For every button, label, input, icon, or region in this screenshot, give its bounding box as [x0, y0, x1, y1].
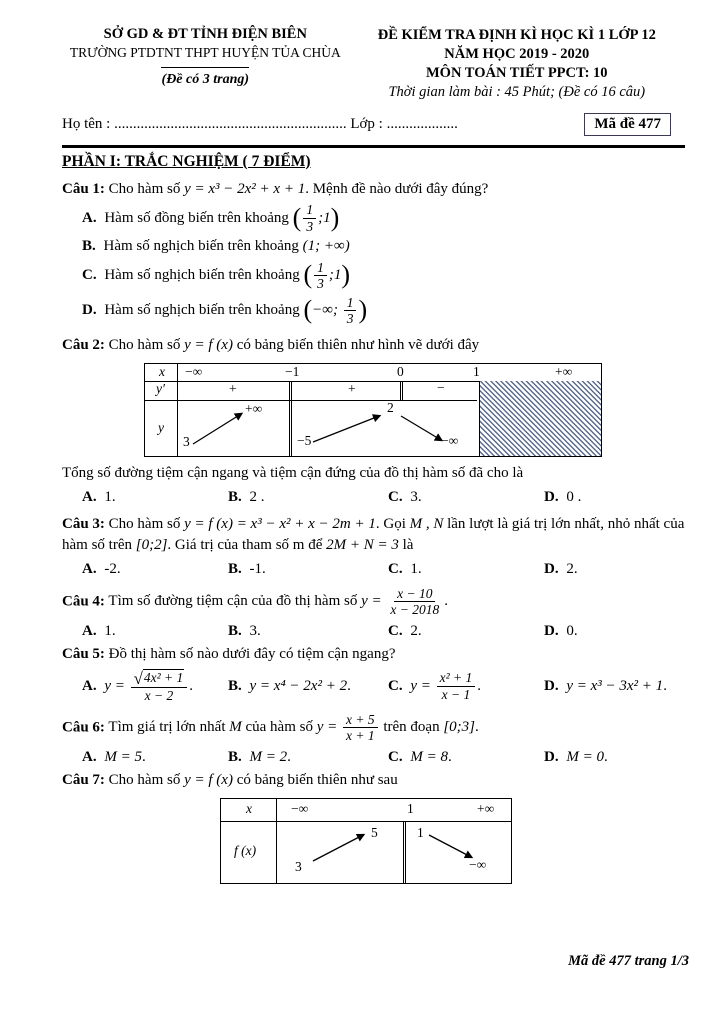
option-text: 3. — [410, 489, 422, 506]
question-2-label: Câu 2: — [62, 336, 105, 353]
x-value: −∞ — [291, 801, 309, 817]
option-text: y = x⁴ − 2x² + 2. — [249, 677, 351, 694]
option-letter: B. — [82, 238, 96, 255]
option-text: 1. — [104, 489, 116, 506]
question-1 — [62, 179, 685, 327]
table-border-line — [177, 364, 178, 456]
option-C — [388, 561, 544, 578]
x-value: 1 — [473, 364, 480, 380]
section-title: PHẦN I: TRẮC NGHIỆM ( 7 ĐIỂM) — [62, 152, 311, 170]
double-bar — [289, 381, 292, 456]
option-C — [388, 623, 544, 640]
arrow-up-icon — [191, 408, 247, 450]
question-1-options — [62, 202, 685, 327]
row-label-x: x — [159, 364, 165, 380]
question-3 — [62, 514, 685, 577]
option-text: Hàm số nghịch biến trên khoảng ( $\frac{1}{3}$ ;1) — [104, 259, 351, 292]
option-letter: C. — [82, 267, 97, 284]
option-text: 3. — [249, 622, 261, 639]
option-text: 1. — [104, 622, 116, 639]
option-B — [228, 623, 388, 640]
question-3-stem — [62, 514, 685, 555]
option-letter: A. — [82, 748, 97, 765]
option-A — [82, 669, 228, 703]
question-6-stem — [62, 712, 685, 744]
option-letter: D. — [544, 560, 559, 577]
pages-note: (Đề có 3 trang) — [161, 72, 250, 87]
option-text: 2 . — [249, 489, 265, 506]
sign-value: − — [437, 380, 445, 396]
option-letter: B. — [228, 622, 242, 639]
option-letter: B. — [228, 748, 242, 765]
question-6-text: Tìm giá trị lớn nhất M của hàm số y = $\frac{x + 5}{x + 1}$ trên đoạn [0;3]. — [108, 711, 479, 744]
arrow-up-icon — [311, 410, 385, 448]
option-A — [82, 561, 228, 578]
question-6-options — [82, 749, 685, 766]
option-letter: D. — [544, 748, 559, 765]
double-bar — [400, 381, 403, 400]
question-6 — [62, 712, 685, 766]
option-letter: C. — [388, 622, 403, 639]
option-C — [82, 260, 685, 292]
option-letter: A. — [82, 209, 97, 226]
option-A — [82, 202, 685, 234]
option-text: M = 0. — [566, 748, 608, 765]
header-rule — [62, 145, 685, 148]
option-letter: B. — [228, 560, 242, 577]
table-border-line — [221, 821, 511, 822]
subject-line: MÔN TOÁN TIẾT PPCT: 10 — [426, 65, 608, 82]
x-value: +∞ — [555, 364, 573, 380]
f-value: −∞ — [469, 857, 487, 873]
question-6-label: Câu 6: — [62, 719, 105, 736]
sign-value: + — [348, 381, 356, 397]
row-label-x: x — [246, 801, 252, 817]
option-D — [544, 749, 685, 766]
question-4-options — [82, 623, 685, 640]
question-7-stem — [62, 770, 685, 791]
f-value: 5 — [371, 825, 378, 841]
option-D — [82, 295, 685, 327]
school-name: TRƯỜNG PTDTNT THPT HUYỆN TỦA CHÙA — [69, 45, 341, 60]
option-B — [228, 561, 388, 578]
question-1-text: Cho hàm số y = x³ − 2x² + x + 1. Mệnh đề nào dưới đây đúng? — [108, 180, 489, 197]
option-letter: D. — [82, 302, 97, 319]
question-2-options — [82, 489, 685, 506]
question-5-label: Câu 5: — [62, 645, 105, 662]
double-bar — [403, 821, 406, 883]
option-C — [388, 749, 544, 766]
option-letter: C. — [388, 489, 403, 506]
question-5-text: Đồ thị hàm số nào dưới đây có tiệm cận ngang? — [108, 645, 396, 662]
option-text: 1. — [410, 560, 422, 577]
option-B — [228, 489, 388, 506]
arrow-up-icon — [311, 831, 369, 865]
option-text: 0. — [566, 622, 578, 639]
question-2-stem — [62, 335, 685, 356]
exam-title-block — [349, 26, 685, 103]
option-B — [228, 749, 388, 766]
y-value: +∞ — [245, 401, 263, 417]
option-text: M = 5. — [104, 748, 146, 765]
question-7-text: Cho hàm số y = f (x) có bảng biến thiên như sau — [108, 771, 398, 788]
question-4 — [62, 586, 685, 640]
exam-code-box: Mã đề 477 — [584, 113, 671, 136]
option-letter: C. — [388, 748, 403, 765]
question-4-stem — [62, 586, 685, 618]
option-letter: A. — [82, 489, 97, 506]
option-text: Hàm số nghịch biến trên khoảng (−∞; $\frac{1}{3}$ ) — [104, 294, 368, 327]
time-line: Thời gian làm bài : 45 Phút; (Đề có 16 câu) — [388, 84, 646, 101]
option-C — [388, 670, 544, 702]
question-4-text: Tìm số đường tiệm cận của đồ thị hàm số y = $\frac{x - 10}{x - 2018}$ . — [108, 585, 448, 618]
option-letter: D. — [544, 622, 559, 639]
arrow-down-icon — [427, 831, 477, 863]
option-letter: A. — [82, 622, 97, 639]
variation-table-q7 — [220, 798, 512, 884]
option-text: 2. — [566, 560, 578, 577]
question-7 — [62, 770, 685, 885]
option-letter: D. — [544, 489, 559, 506]
option-C — [388, 489, 544, 506]
option-B — [82, 237, 685, 257]
option-A — [82, 749, 228, 766]
question-3-text: Cho hàm số y = f (x) = x³ − x² + x − 2m + 1. Gọi M , N lần lượt là giá trị lớn nhất, nhỏ nhất của hàm số trên [0;2]. Giá trị của tham số m để 2M + N = 3 là — [62, 516, 685, 553]
option-D — [544, 489, 685, 506]
f-value: 3 — [295, 859, 302, 875]
name-row — [62, 113, 685, 136]
option-letter: D. — [544, 677, 559, 694]
table-border-line — [145, 400, 477, 401]
row-label-y-prime: y′ — [156, 381, 165, 397]
question-2-text: Cho hàm số y = f (x) có bảng biến thiên như hình vẽ dưới đây — [108, 336, 480, 353]
option-text: -2. — [104, 560, 121, 577]
option-text: 0 . — [566, 489, 582, 506]
question-2-continued: Tổng số đường tiệm cận ngang và tiệm cận đứng của đồ thị hàm số đã cho là — [62, 465, 524, 482]
option-D — [544, 623, 685, 640]
school-block — [62, 26, 349, 103]
hatch-region — [479, 381, 601, 456]
option-letter: B. — [228, 677, 242, 694]
department-name: SỞ GD & ĐT TỈNH ĐIỆN BIÊN — [103, 26, 307, 42]
option-letter: A. — [82, 677, 97, 694]
arrow-down-icon — [399, 412, 447, 446]
header-short-divider — [161, 67, 249, 68]
x-value: 0 — [397, 364, 404, 380]
row-label-y: y — [158, 420, 164, 436]
sign-value: + — [229, 381, 237, 397]
option-text: -1. — [249, 560, 266, 577]
question-3-label: Câu 3: — [62, 516, 105, 533]
question-5 — [62, 644, 685, 704]
option-letter: B. — [228, 489, 242, 506]
question-5-options — [82, 669, 685, 703]
page-footer: Mã đề 477 trang 1/3 — [568, 953, 689, 969]
table-border-line — [276, 799, 277, 883]
question-7-label: Câu 7: — [62, 771, 105, 788]
option-B — [228, 678, 388, 695]
y-value: 3 — [183, 434, 190, 450]
option-text: Hàm số đồng biến trên khoảng ( $\frac{1}{3}$ ;1) — [104, 202, 340, 234]
exam-title: ĐỀ KIỂM TRA ĐỊNH KÌ HỌC KÌ 1 LỚP 12 — [377, 27, 656, 43]
header — [62, 26, 685, 103]
y-value: 2 — [387, 400, 394, 416]
x-value: −1 — [285, 364, 300, 380]
option-letter: A. — [82, 560, 97, 577]
option-A — [82, 489, 228, 506]
option-A — [82, 623, 228, 640]
name-class-line: Họ tên : .............................................................. Lớp : ................... — [62, 115, 458, 132]
x-value: −∞ — [185, 364, 203, 380]
option-letter: C. — [388, 677, 403, 694]
option-D — [544, 678, 685, 695]
question-1-label: Câu 1: — [62, 180, 105, 197]
question-4-label: Câu 4: — [62, 592, 105, 609]
option-D — [544, 561, 685, 578]
option-text: M = 8. — [410, 748, 452, 765]
option-text: Hàm số nghịch biến trên khoảng (1; +∞) — [103, 238, 350, 255]
question-1-stem — [62, 179, 685, 200]
f-value: 1 — [417, 825, 424, 841]
y-value: −5 — [297, 433, 312, 449]
option-text: 2. — [410, 622, 422, 639]
school-year: NĂM HỌC 2019 - 2020 — [444, 46, 590, 63]
option-text: M = 2. — [249, 748, 291, 765]
row-label-fx: f (x) — [234, 843, 257, 859]
variation-table-q2 — [144, 363, 602, 457]
option-text: y = √ 4x² + 1 x − 2 . — [104, 668, 194, 704]
option-letter: C. — [388, 560, 403, 577]
y-value: −∞ — [441, 433, 459, 449]
question-3-options — [82, 561, 685, 578]
option-text: y = $\frac{\text{x² + 1}}{x - 1}$ . — [410, 670, 482, 702]
question-2 — [62, 335, 685, 506]
option-text: y = x³ − 3x² + 1. — [566, 677, 667, 694]
x-value: 1 — [407, 801, 414, 817]
question-5-stem — [62, 644, 685, 665]
x-value: +∞ — [477, 801, 495, 817]
